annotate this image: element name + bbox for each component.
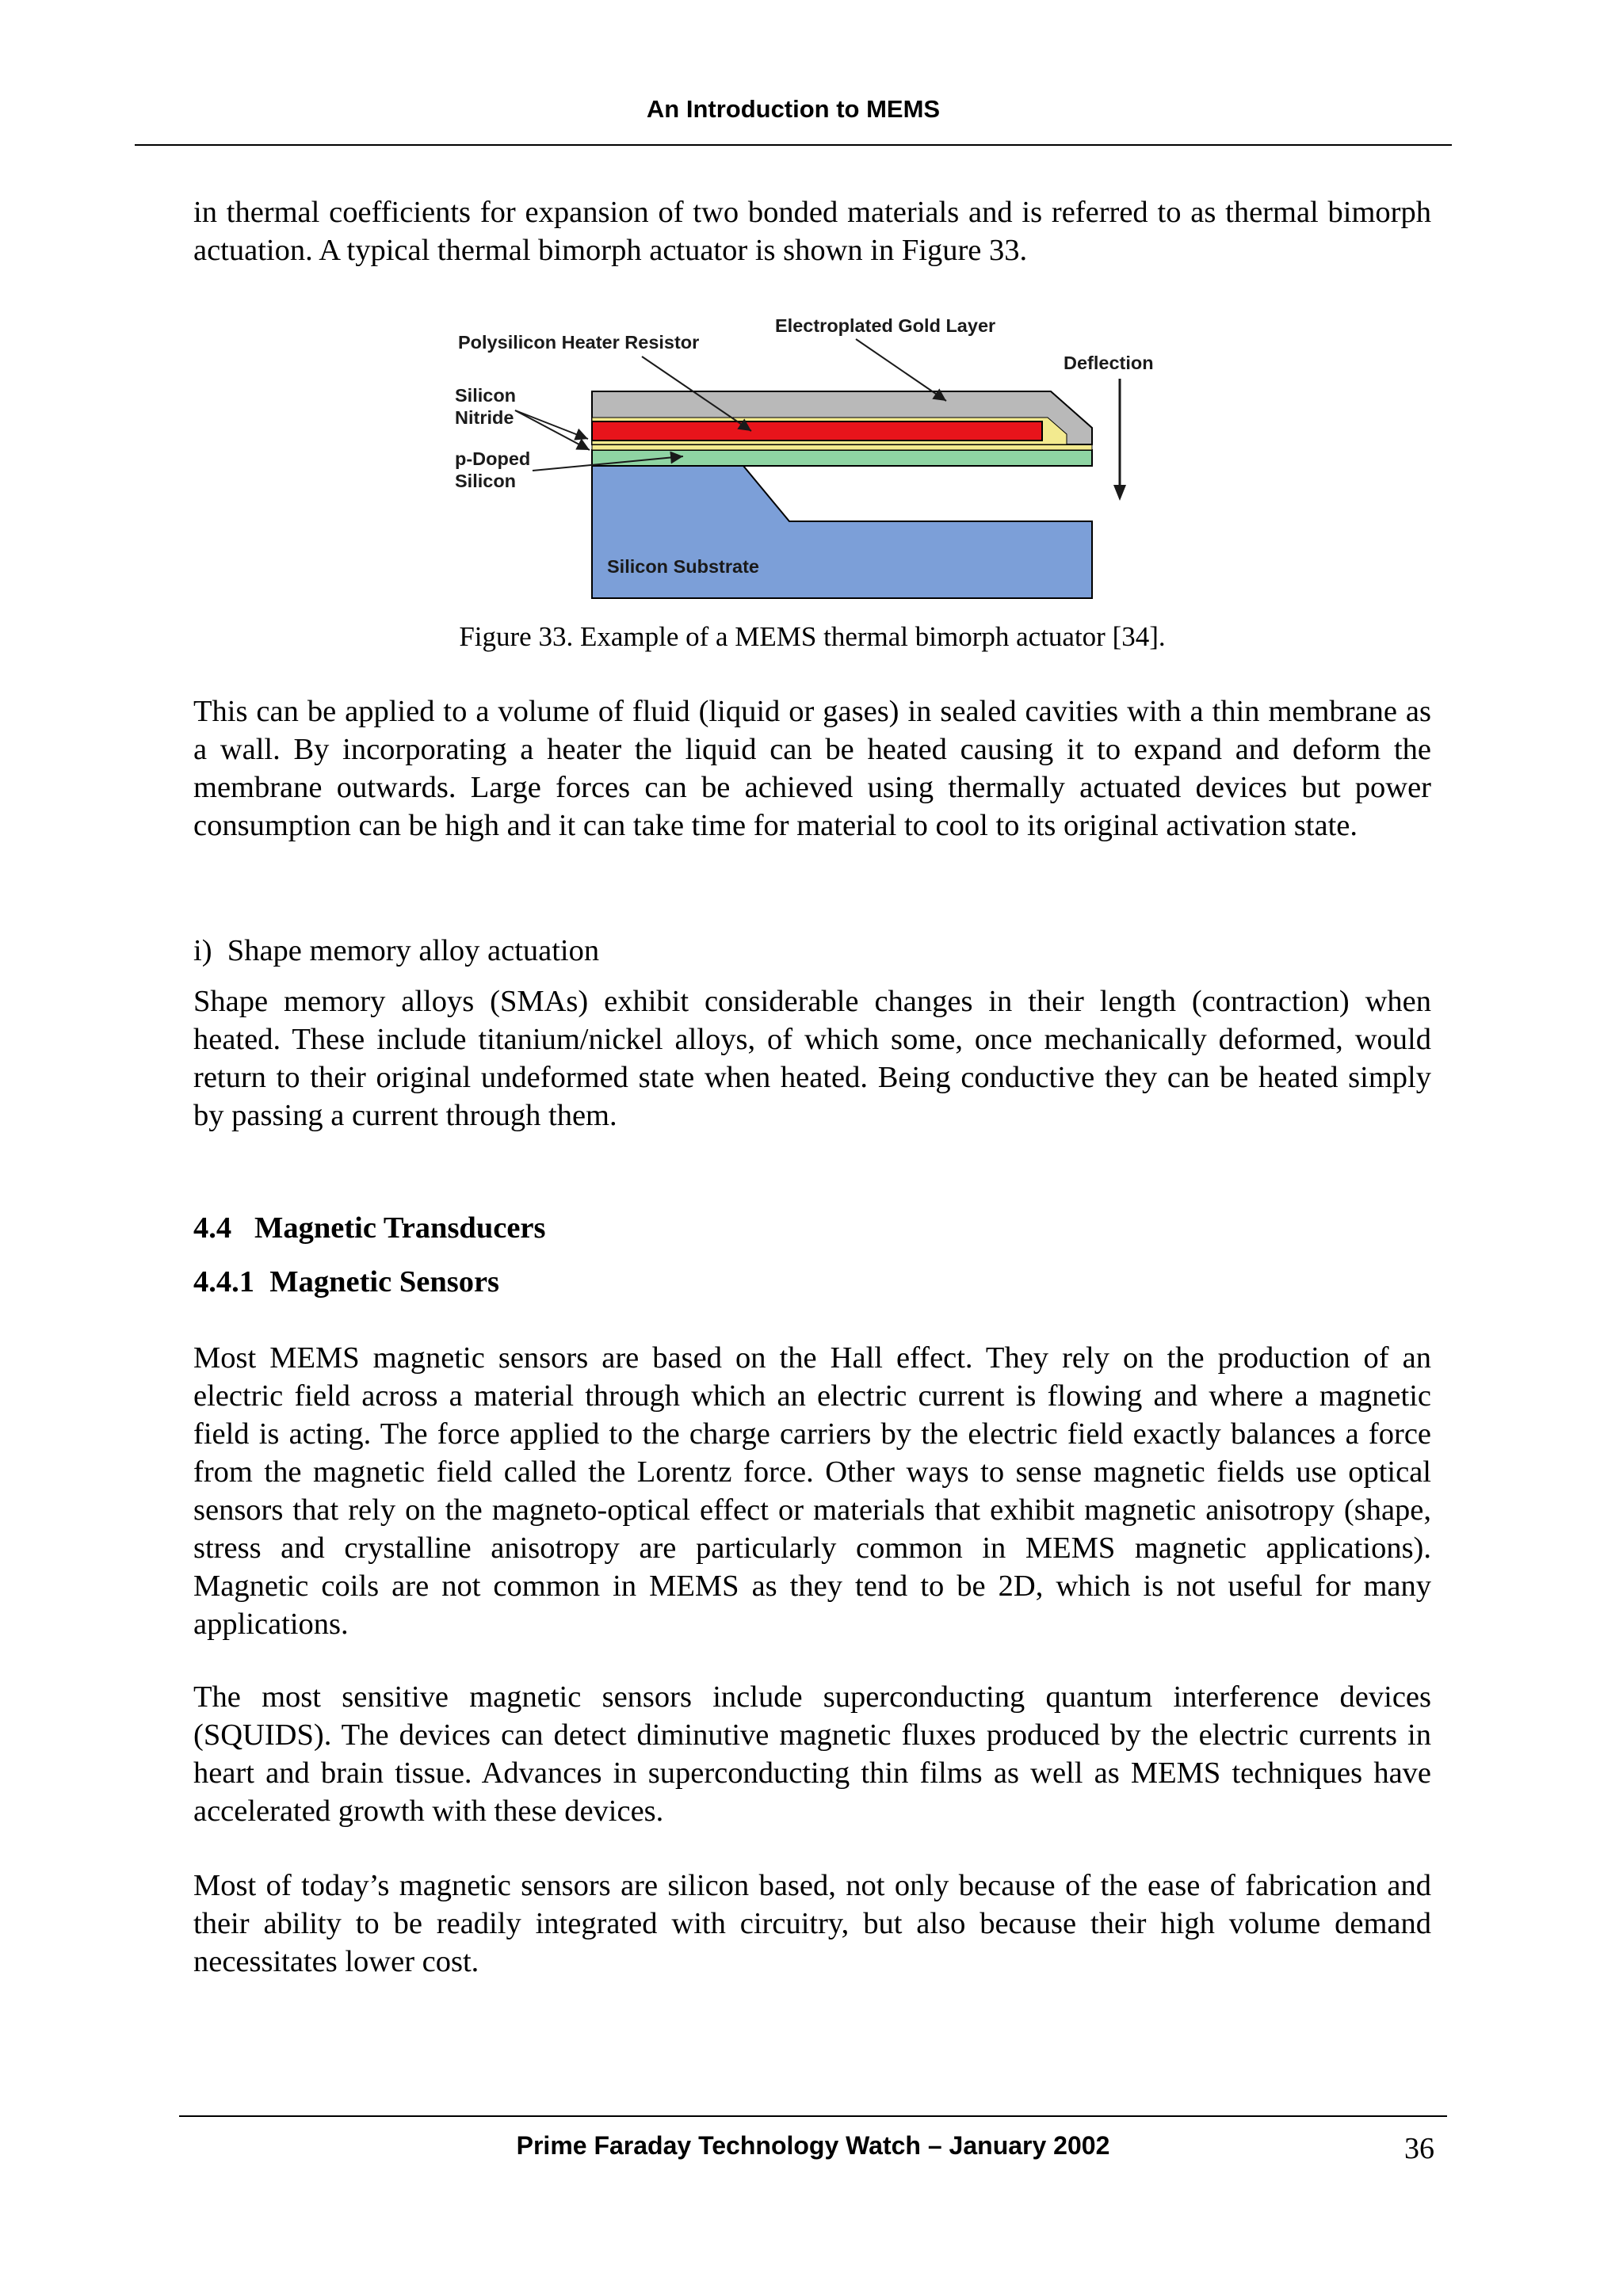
nitride-leader-arrow-2 bbox=[515, 410, 590, 450]
footer-rule bbox=[179, 2115, 1447, 2117]
silicon-nitride-lower-layer bbox=[592, 444, 1092, 450]
running-header: An Introduction to MEMS bbox=[646, 95, 941, 123]
list-item-shape-memory bbox=[193, 932, 599, 970]
polysilicon-heater-layer bbox=[592, 421, 1042, 441]
footer-text: Prime Faraday Technology Watch – January 2002 bbox=[516, 2131, 1110, 2160]
label-deflection: Deflection bbox=[1064, 353, 1154, 373]
section-heading-4-4-1 bbox=[193, 1263, 499, 1301]
paragraph-hall: Most MEMS magnetic sensors are based on the Hall effect. They rely on the production of an electric field across a material through which an electric current is flowing and where a magnetic field is acting. The force applied to the charge carriers by the electric field exactly balances a force from the magnetic field called the Lorentz force. Other ways to sense magnetic fields use optical sensors that rely on the magneto-optical effect or materials that exhibit magnetic anisotropy (shape, stress and crystalline anisotropy are particularly common in MEMS magnetic applications). Magnetic coils are not common in MEMS as they tend to be 2D, which is not useful for many applications. bbox=[193, 1341, 1431, 1641]
page-number: 36 bbox=[1404, 2132, 1434, 2165]
silicon-substrate-shape bbox=[592, 466, 1092, 598]
label-pdoped-2: Silicon bbox=[455, 471, 517, 491]
label-pdoped-1: p-Doped bbox=[455, 448, 531, 469]
label-nitride-1: Silicon bbox=[455, 385, 517, 406]
paragraph-silicon: Most of today’s magnetic sensors are silicon based, not only because of the ease of fabrication and their ability to be readily integrated with circuitry, but also because their high volume demand necessitates lower cost. bbox=[193, 1869, 1431, 1978]
list-marker: i) bbox=[193, 934, 212, 967]
label-substrate: Silicon Substrate bbox=[607, 556, 759, 577]
bimorph-diagram bbox=[444, 309, 1181, 610]
paragraph-sma: Shape memory alloys (SMAs) exhibit considerable changes in their length (contraction) when heated. These include titanium/nickel alloys, of which some, once mechanically deformed, would return to their original undeformed state when heated. Being conductive they can be heated simply by passing a current through them. bbox=[193, 985, 1431, 1132]
label-heater: Polysilicon Heater Resistor bbox=[458, 332, 700, 353]
section-number: 4.4.1 bbox=[193, 1265, 254, 1299]
section-title: Magnetic Sensors bbox=[269, 1265, 500, 1299]
paragraph-intro: in thermal coefficients for expansion of two bonded materials and is referred to as thermal bimorph actuation. A typical thermal bimorph actuator is shown in Figure 33. bbox=[193, 196, 1431, 267]
nitride-leader-arrow-1 bbox=[515, 410, 588, 439]
figure-33 bbox=[444, 309, 1181, 610]
section-number: 4.4 bbox=[193, 1211, 232, 1245]
figure-caption: Figure 33. Example of a MEMS thermal bimorph actuator [34]. bbox=[459, 621, 1166, 652]
label-gold: Electroplated Gold Layer bbox=[775, 315, 996, 336]
section-title: Magnetic Transducers bbox=[254, 1211, 546, 1245]
paragraph-fluid: This can be applied to a volume of fluid (liquid or gases) in sealed cavities with a thin membrane as a wall. By incorporating a heater the liquid can be heated causing it to expand and deform the membrane outwards. Large forces can be achieved using thermally actuated devices but power consumption can be high and it can take time for material to cool to its original activation state. bbox=[193, 695, 1431, 842]
deflection-arrow-head bbox=[1113, 485, 1126, 501]
list-item-text: Shape memory alloy actuation bbox=[227, 934, 600, 967]
paragraph-squids: The most sensitive magnetic sensors include superconducting quantum interference devices (SQUIDS). The devices can detect diminutive magnetic fluxes produced by the electric currents in heart and brain tissue. Advances in superconducting thin films as well as MEMS techniques have accelerated growth with these devices. bbox=[193, 1680, 1431, 1828]
header-rule bbox=[135, 144, 1452, 146]
label-nitride-2: Nitride bbox=[455, 407, 514, 428]
section-heading-4-4 bbox=[193, 1209, 546, 1247]
